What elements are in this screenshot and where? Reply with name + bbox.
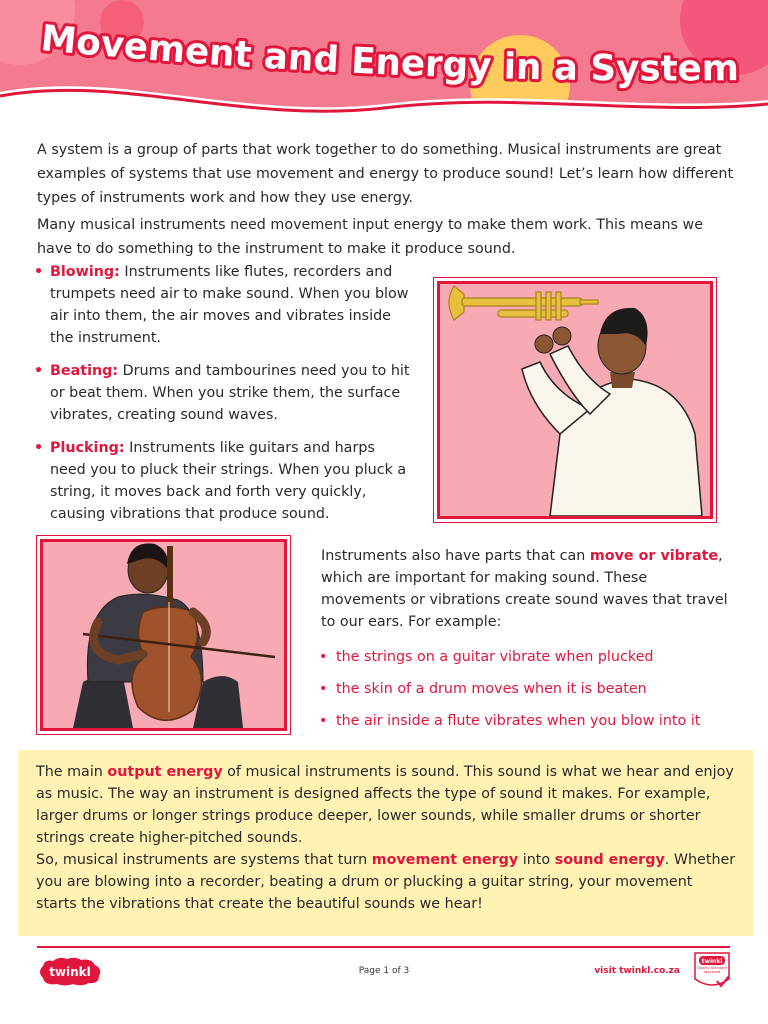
vibrating-parts-text-after: , which are important for making sound. These movements or vibrations create sound waves that travel to our ears. For example: bbox=[321, 548, 728, 630]
sound-energy-highlight: sound energy bbox=[554, 852, 665, 868]
output-energy-highlight: output energy bbox=[107, 764, 223, 780]
badge-label: Quality Standard Approved bbox=[697, 966, 727, 974]
intro-paragraph-1: A system is a group of parts that work together to do something. Musical instruments are great examples of systems that use movement and energy to produce sound! Let’s learn how different types of instruments work and how they use energy. bbox=[37, 142, 734, 206]
twinkl-logo-text: twinkl bbox=[49, 965, 91, 979]
summary-paragraph bbox=[36, 849, 736, 915]
summary-before: So, musical instruments are systems that turn bbox=[36, 852, 372, 868]
cello-player-drawing bbox=[43, 542, 284, 728]
trumpet-player-illustration bbox=[437, 281, 713, 519]
footer-divider bbox=[37, 946, 730, 948]
intro-paragraph-2: Many musical instruments need movement input energy to make them work. This means we have to do something to the instrument to make it produce sound. bbox=[37, 217, 704, 257]
output-p1-before: The main bbox=[36, 764, 108, 780]
page-title bbox=[30, 18, 750, 118]
vibrating-parts-text-before: Instruments also have parts that can bbox=[321, 548, 590, 564]
summary-after: . Whether you are blowing into a recorder, beating a drum or plucking a guitar string, your movement starts the vibrations that create the beautiful sounds we hear! bbox=[36, 852, 736, 912]
output-energy-box bbox=[18, 750, 753, 936]
term-blowing: Blowing: bbox=[50, 264, 120, 280]
description-blowing: Instruments like flutes, recorders and trumpets need air to make sound. When you blow air into them, the air moves and vibrates inside the instrument. bbox=[50, 264, 409, 346]
example-item-guitar: • the strings on a guitar vibrate when plucked bbox=[316, 646, 736, 668]
cello-player-illustration bbox=[40, 539, 287, 731]
term-beating: Beating: bbox=[50, 363, 119, 379]
page-title-text: Movement and Energy in a System bbox=[39, 18, 740, 90]
list-item-blowing bbox=[30, 261, 410, 349]
list-item-plucking bbox=[30, 437, 410, 525]
summary-middle: into bbox=[518, 852, 555, 868]
list-item-beating bbox=[30, 360, 410, 426]
example-item-drum: • the skin of a drum moves when it is beaten bbox=[316, 678, 736, 700]
trumpet-player-drawing bbox=[440, 284, 710, 516]
vibrating-parts-paragraph bbox=[321, 545, 731, 633]
input-energy-list bbox=[30, 261, 410, 536]
footer-url-link[interactable]: visit twinkl.co.za bbox=[594, 966, 680, 976]
output-energy-paragraph bbox=[36, 761, 736, 849]
badge-brand: twinkl bbox=[701, 958, 723, 965]
movement-energy-highlight: movement energy bbox=[371, 852, 519, 868]
description-beating: Drums and tambourines need you to hit or beat them. When you strike them, the surface vibrates, creating sound waves. bbox=[50, 363, 410, 423]
page-number: Page 1 of 3 bbox=[358, 966, 410, 976]
term-plucking: Plucking: bbox=[50, 440, 125, 456]
description-plucking: Instruments like guitars and harps need you to pluck their strings. When you pluck a string, it moves back and forth very quickly, causing vibrations that produce sound. bbox=[50, 440, 407, 522]
vibrating-parts-highlight: move or vibrate bbox=[589, 548, 719, 564]
vibration-examples-list bbox=[316, 646, 736, 742]
svg-text:Movement and Energy in a Syste bbox=[39, 18, 739, 89]
quality-badge-icon bbox=[691, 951, 733, 991]
quality-standard-badge bbox=[691, 951, 733, 991]
header-banner bbox=[0, 0, 768, 130]
output-p1-after: of musical instruments is sound. This sound is what we hear and enjoy as music. The way an instrument is designed affects the type of sound it makes. For example, larger drums or longer strings produce deeper, lower sounds, while smaller drums or shorter strings create higher-pitched sounds. bbox=[36, 764, 734, 846]
example-item-flute: • the air inside a flute vibrates when you blow into it bbox=[316, 710, 736, 732]
